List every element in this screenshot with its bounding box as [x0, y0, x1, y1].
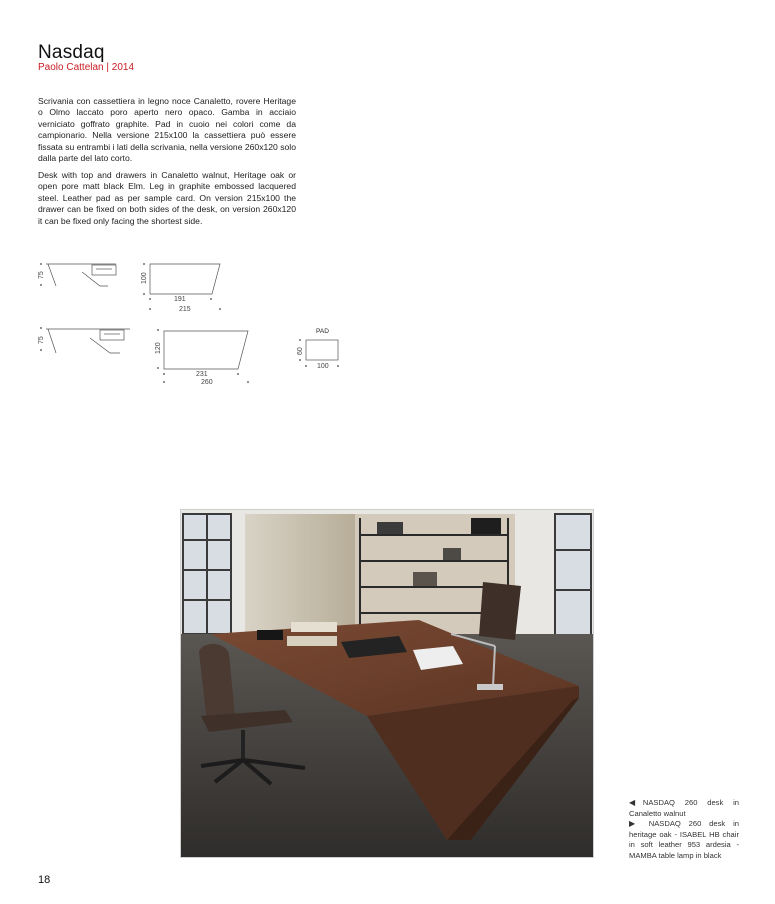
product-title: Nasdaq [38, 42, 105, 63]
width-label-1b: 215 [179, 306, 191, 313]
designer-year: Paolo Cattelan | 2014 [38, 62, 135, 73]
pad-drawing [306, 340, 338, 360]
photo-caption [629, 798, 739, 862]
right-window [555, 514, 591, 644]
black-box [257, 630, 283, 640]
caption-text-1: NASDAQ 260 desk in Canaletto walnut [629, 798, 739, 818]
back-chair [479, 582, 521, 640]
books [291, 622, 337, 632]
depth-label-1: 100 [141, 272, 148, 284]
technical-drawings [30, 250, 350, 390]
drawer-side-1 [92, 265, 116, 275]
width-label-1a: 191 [174, 296, 186, 303]
leg-front-1 [48, 264, 56, 286]
caption-line-2 [629, 819, 739, 861]
caption-line-1 [629, 798, 739, 819]
triangle-left-icon: ◀ [629, 798, 643, 807]
stone-wall [245, 514, 355, 634]
leg-rear-1 [82, 272, 108, 286]
caption-text-2: NASDAQ 260 desk in heritage oak - ISABEL HB chair in soft leather 953 ardesia - MAMBA table lamp in black [629, 819, 739, 860]
height-label-2: 75 [38, 336, 45, 344]
drawer-side-2 [100, 330, 124, 340]
pad-width-label: 100 [317, 363, 329, 370]
pad-depth-label: 60 [297, 347, 304, 355]
top-view-215 [150, 264, 220, 294]
width-label-2b: 260 [201, 379, 213, 386]
product-photo [180, 509, 594, 858]
top-view-260 [164, 331, 248, 369]
depth-label-2: 120 [155, 342, 162, 354]
triangle-right-icon: ▶ [629, 819, 641, 829]
description-italian: Scrivania con cassettiera in legno noce Canaletto, rovere Heritage o Olmo laccato poro aperto nero opaco. Gamba in acciaio verniciato goffrato graphite. Pad in cuoio nei colori come da campionario. Nella versione 215x100 la cassettiera può essere fissata su entrambi i lati della scrivania, nella versione 260x120 solo dalla parte del lato corto. [38, 96, 296, 164]
lamp-base [477, 684, 503, 690]
description-english: Desk with top and drawers in Canaletto walnut, Heritage oak or open pore matt black Elm. Leg in graphite embossed lacquered steel. Leather pad as per sample card. On version 215x100 the drawer can be fixed on both sides of the desk, on version 260x120 it can be fixed only facing the shortest side. [38, 170, 296, 226]
page-number: 18 [38, 874, 51, 886]
leg-front-2 [48, 329, 56, 353]
width-label-2a: 231 [196, 371, 208, 378]
pad-label: PAD [316, 328, 329, 335]
office-scene-illustration [181, 510, 593, 857]
height-label-1: 75 [38, 271, 45, 279]
